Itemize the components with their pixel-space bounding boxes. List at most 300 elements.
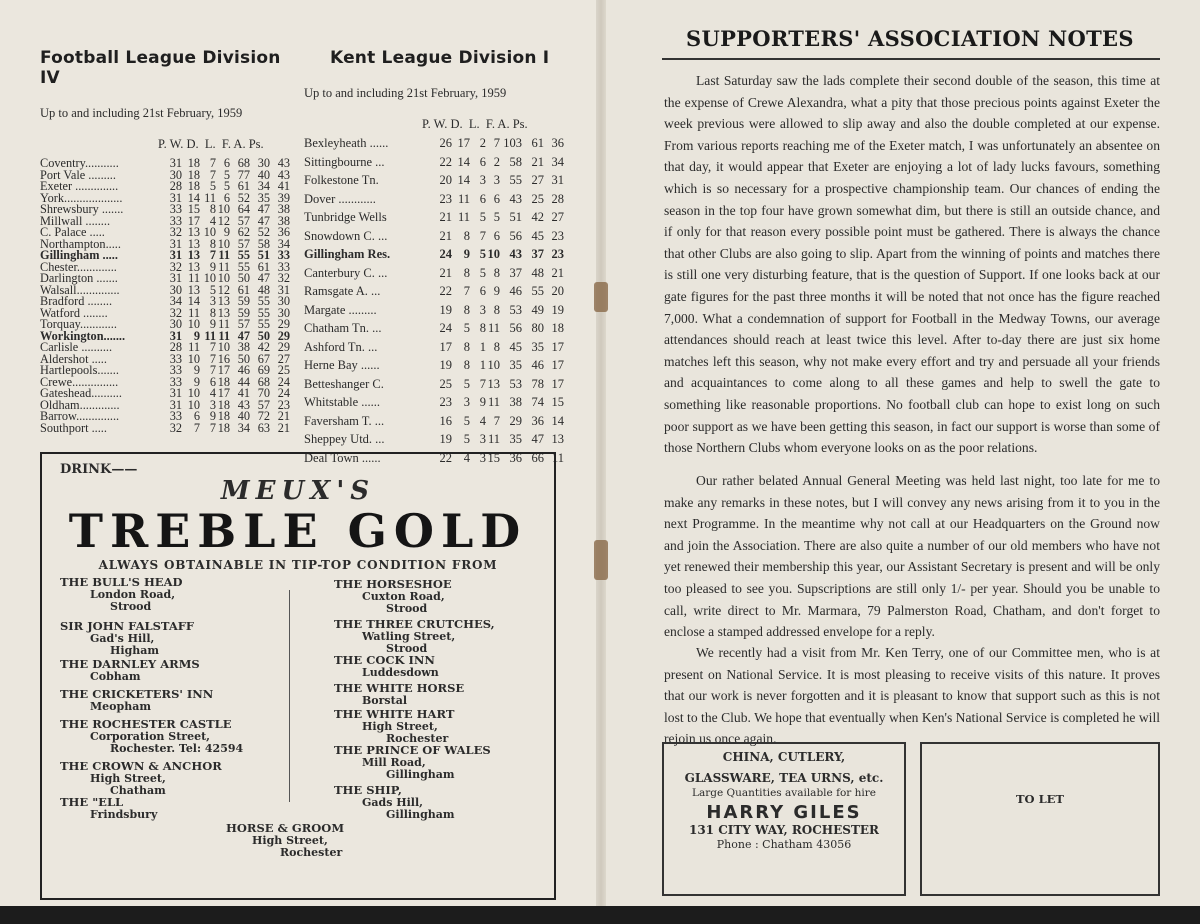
stat-d: 7: [209, 340, 216, 354]
pub-address-line: Watling Street,: [362, 629, 456, 643]
stat-w: 13: [187, 248, 200, 262]
kent-league-table: [304, 48, 566, 467]
stat-p: 33: [169, 374, 182, 389]
stat-f: 35: [509, 432, 522, 446]
team-name: Tunbridge Wells: [304, 210, 387, 224]
stat-w: 9: [193, 363, 200, 377]
stat-a: 55: [257, 305, 270, 320]
stat-a: 34: [257, 179, 270, 193]
stat-pts: 34: [551, 154, 564, 169]
stat-d: 2: [479, 136, 486, 150]
stat-a: 68: [257, 374, 270, 389]
table-row: [40, 420, 292, 435]
stat-a: 21: [531, 154, 544, 169]
stat-f: 56: [509, 228, 522, 243]
pub-address-line: Strood: [386, 642, 428, 655]
football-league-title: Football League Division IV: [40, 48, 281, 88]
pub-name: THE WHITE HART: [334, 707, 455, 721]
stat-pts: 34: [277, 236, 290, 251]
stat-pts: 15: [551, 395, 564, 409]
pub-address-line: London Road,: [90, 587, 176, 601]
stat-f: 41: [237, 386, 250, 400]
pub-address-line: Borstal: [362, 693, 408, 707]
stat-p: 34: [169, 294, 182, 308]
pub-entry: [334, 578, 452, 616]
stat-pts: 21: [277, 420, 290, 435]
stat-l: 6: [223, 190, 230, 205]
stat-f: 57: [237, 236, 250, 251]
stat-d: 4: [479, 413, 486, 428]
team-name: Sittingbourne ...: [304, 154, 385, 169]
stat-d: 7: [209, 167, 216, 182]
to-let-label: TO LET: [1016, 792, 1064, 806]
stat-p: 20: [439, 173, 452, 187]
stat-pts: 23: [551, 228, 564, 243]
stat-f: 62: [237, 225, 250, 239]
kent-league-rows: [304, 134, 566, 467]
football-league-header: P. W. D. L. F. A. Ps.: [158, 137, 264, 151]
table-row: [304, 245, 566, 264]
stat-a: 55: [257, 317, 270, 331]
stat-d: 10: [203, 225, 216, 239]
table-row: [304, 134, 566, 153]
stat-p: 16: [439, 413, 452, 428]
stat-pts: 18: [551, 321, 564, 335]
advert-brand: MEUX'S: [220, 476, 376, 506]
stat-a: 25: [531, 191, 544, 206]
stat-pts: 31: [277, 282, 290, 297]
stat-f: 55: [237, 259, 250, 274]
advert-divider: [289, 590, 290, 802]
stat-p: 31: [169, 397, 182, 412]
stat-pts: 21: [277, 409, 290, 423]
stat-w: 3: [463, 395, 470, 409]
stat-f: 51: [509, 210, 522, 224]
stat-pts: 28: [551, 191, 564, 206]
kent-league-subtitle: Up to and including 21st February, 1959: [304, 86, 507, 100]
stat-pts: 13: [551, 432, 564, 446]
team-name: Whitstable ......: [304, 395, 381, 409]
stat-l: 15: [487, 450, 500, 465]
stat-d: 4: [209, 386, 216, 400]
stat-p: 24: [439, 247, 452, 261]
stat-w: 18: [187, 167, 200, 182]
pub-address-line: Rochester: [386, 732, 449, 745]
stat-d: 9: [209, 317, 216, 331]
stat-p: 31: [169, 386, 182, 400]
stat-pts: 17: [551, 358, 564, 372]
pub-name: HORSE & GROOM: [226, 821, 345, 835]
pub-address-line: Strood: [386, 602, 428, 615]
stat-l: 11: [487, 321, 500, 335]
stat-f: 55: [509, 173, 522, 187]
stat-a: 80: [531, 321, 544, 335]
pub-name: THE "ELL: [60, 795, 124, 809]
table-row: [304, 412, 566, 431]
stat-a: 50: [257, 328, 270, 343]
team-name: Gillingham Res.: [304, 247, 391, 261]
pub-entry: [60, 760, 222, 798]
stat-f: 61: [237, 179, 250, 193]
stat-w: 9: [193, 374, 200, 389]
stat-f: 61: [237, 282, 250, 297]
stat-pts: 23: [551, 247, 564, 261]
stat-p: 30: [169, 167, 182, 182]
stat-a: 78: [531, 376, 544, 391]
stat-w: 13: [187, 259, 200, 274]
stat-p: 32: [169, 225, 182, 239]
stat-pts: 25: [277, 363, 290, 377]
team-name: Herne Bay ......: [304, 358, 380, 372]
stat-w: 9: [193, 328, 200, 343]
team-name: Ramsgate A. ...: [304, 284, 381, 298]
pub-entry: [334, 654, 439, 679]
stat-p: 31: [169, 190, 182, 205]
pub-name: THE CRICKETERS' INN: [60, 687, 214, 701]
stat-pts: 33: [277, 259, 290, 274]
stat-p: 17: [439, 339, 452, 354]
pub-address-line: Corporation Street,: [90, 729, 210, 743]
team-name: Deal Town ......: [304, 450, 381, 465]
stat-d: 3: [209, 397, 216, 412]
stat-w: 13: [187, 282, 200, 297]
stat-pts: 24: [277, 374, 290, 389]
pub-name: THE COCK INN: [334, 653, 435, 667]
table-row: [304, 282, 566, 301]
table-row: [304, 171, 566, 190]
stat-f: 77: [237, 167, 250, 182]
stat-d: 11: [204, 190, 216, 205]
stat-l: 11: [218, 317, 230, 331]
stat-a: 42: [531, 210, 544, 224]
team-name: Exeter ..............: [40, 179, 119, 193]
stat-a: 66: [531, 450, 544, 465]
stat-pts: 41: [277, 179, 290, 193]
staple-bottom: [594, 540, 608, 580]
stat-p: 33: [169, 363, 182, 377]
stat-pts: 33: [277, 248, 290, 262]
pub-entry: [60, 718, 243, 756]
stat-d: 7: [209, 420, 216, 435]
stat-p: 22: [439, 284, 452, 298]
stat-f: 38: [237, 340, 250, 354]
stat-l: 18: [217, 374, 230, 389]
stat-l: 18: [217, 409, 230, 423]
stat-p: 19: [439, 302, 452, 317]
team-name: Aldershot .....: [40, 351, 107, 366]
stat-l: 2: [493, 154, 500, 169]
stat-f: 103: [503, 136, 522, 150]
stat-l: 7: [493, 136, 500, 150]
stat-l: 12: [217, 282, 230, 297]
stat-pts: 43: [277, 156, 290, 170]
stat-w: 7: [193, 420, 200, 435]
stat-w: 14: [187, 294, 200, 308]
team-name: Betteshanger C.: [304, 376, 384, 391]
notes-p3-text: We recently had a visit from Mr. Ken Terry, one of our Committee men, who is at present on National Service. It is most pleasing to receive visits of this nature. It proves that our work is never forgotten and it is pleasant to know that support such as this is not lost to the Club. We hope that eventually when Ken's National Service is completed he will rejoin us once again.: [664, 645, 1160, 747]
stat-w: 4: [463, 450, 470, 465]
team-name: Walsall..............: [40, 282, 120, 297]
stat-w: 14: [187, 190, 200, 205]
team-name: Gillingham .....: [40, 248, 118, 262]
to-let-box: [920, 742, 1160, 896]
pub-name: THE WHITE HORSE: [334, 681, 465, 695]
stat-a: 57: [257, 397, 270, 412]
stat-w: 17: [457, 136, 470, 150]
china-line2: GLASSWARE, TEA URNS, etc.: [684, 771, 884, 785]
pub-address-line: High Street,: [90, 771, 166, 785]
stat-d: 10: [203, 271, 216, 285]
stat-d: 6: [479, 154, 486, 169]
stat-l: 18: [217, 420, 230, 435]
stat-d: 9: [479, 395, 486, 409]
stat-l: 12: [217, 213, 230, 228]
china-phone: Phone : Chatham 43056: [716, 838, 852, 851]
team-name: Hartlepools.......: [40, 363, 119, 377]
stat-w: 14: [457, 173, 470, 187]
stat-w: 11: [457, 210, 470, 224]
stat-p: 23: [439, 395, 452, 409]
stat-l: 18: [217, 397, 230, 412]
stat-f: 40: [237, 409, 250, 423]
pub-entry: [60, 796, 157, 821]
table-row: [304, 430, 566, 449]
pub-name: THE PRINCE OF WALES: [334, 743, 491, 757]
stat-a: 74: [531, 395, 544, 409]
stat-d: 3: [479, 450, 486, 465]
stat-pts: 38: [277, 202, 290, 216]
stat-w: 11: [457, 191, 470, 206]
team-name: Shrewsbury .......: [40, 202, 124, 216]
stat-d: 8: [209, 236, 216, 251]
stat-p: 24: [439, 321, 452, 335]
stat-pts: 30: [277, 305, 290, 320]
stat-l: 11: [487, 432, 500, 446]
stat-w: 7: [463, 284, 470, 298]
team-name: Dover ............: [304, 191, 376, 206]
football-league-rows: [40, 158, 292, 434]
stat-f: 57: [237, 317, 250, 331]
stat-pts: 29: [277, 328, 290, 343]
stat-a: 47: [257, 213, 270, 228]
stat-a: 48: [257, 282, 270, 297]
stat-l: 8: [493, 339, 500, 354]
china-name: HARRY GILES: [706, 802, 862, 823]
stat-d: 7: [209, 156, 216, 170]
stat-a: 52: [257, 225, 270, 239]
stat-d: 5: [209, 179, 216, 193]
stat-a: 70: [257, 386, 270, 400]
stat-f: 46: [237, 363, 250, 377]
stat-w: 11: [188, 305, 200, 320]
table-row: [304, 190, 566, 209]
stat-f: 58: [509, 154, 522, 169]
stat-pts: 31: [551, 173, 564, 187]
team-name: York...................: [40, 190, 123, 205]
stat-p: 31: [169, 328, 182, 343]
table-row: [304, 393, 566, 412]
stat-l: 7: [493, 413, 500, 428]
stat-d: 3: [209, 294, 216, 308]
pub-entry: [60, 658, 200, 683]
stat-p: 30: [169, 282, 182, 297]
stat-w: 13: [187, 236, 200, 251]
stat-l: 8: [493, 265, 500, 280]
stat-f: 56: [509, 321, 522, 335]
stat-w: 10: [187, 397, 200, 412]
stat-a: 47: [531, 432, 544, 446]
advert-drink: DRINK——: [60, 462, 138, 477]
stat-f: 43: [509, 191, 522, 206]
team-name: Crewe...............: [40, 374, 119, 389]
pub-name: THE ROCHESTER CASTLE: [60, 717, 232, 731]
stat-l: 6: [223, 156, 230, 170]
stat-l: 6: [493, 228, 500, 243]
stat-f: 59: [237, 305, 250, 320]
pub-entry: [60, 576, 182, 614]
stat-f: 50: [237, 351, 250, 366]
stat-l: 13: [217, 294, 230, 308]
stat-pts: 21: [551, 265, 564, 280]
stat-a: 35: [257, 190, 270, 205]
stat-pts: 17: [551, 339, 564, 354]
stat-p: 31: [169, 236, 182, 251]
stat-p: 33: [169, 202, 182, 216]
stat-w: 8: [463, 302, 470, 317]
stat-f: 44: [237, 374, 250, 389]
team-name: Canterbury C. ...: [304, 265, 388, 280]
football-league-table: [40, 48, 292, 434]
stat-a: 69: [257, 363, 270, 377]
stat-f: 38: [509, 395, 522, 409]
stat-pts: 27: [277, 351, 290, 366]
team-name: Northampton.....: [40, 236, 121, 251]
stat-p: 33: [169, 213, 182, 228]
stat-p: 19: [439, 432, 452, 446]
stat-f: 53: [509, 302, 522, 317]
table-row: [304, 227, 566, 246]
stat-l: 10: [217, 271, 230, 285]
stat-l: 10: [217, 202, 230, 216]
stat-a: 48: [531, 265, 544, 280]
team-name: Workington.......: [40, 328, 126, 343]
team-name: Snowdown C. ...: [304, 228, 388, 243]
stat-w: 10: [187, 317, 200, 331]
stat-l: 11: [487, 395, 500, 409]
stat-l: 17: [217, 386, 230, 400]
table-row: [304, 301, 566, 320]
pub-name: THE THREE CRUTCHES,: [334, 617, 495, 631]
notes-p2-text: Our rather belated Annual General Meeting was held last night, too late for me to make any remarks in these notes, but I will convey any news arising from it to you in the next Programme. In the meantime why not call at our Headquarters on the Ground now and join the Association. There are also quite a number of our old members who have not yet renewed their membership this year, our Assistant Secretary is present and will be only too pleased to see you. Supscriptions are still only 1/- per year. Should you be unable to call, write direct to Mr. Marmara, 79 Palmerston Road, Chatham, and don't forget to enclose a stamped addressed envelope for a reply.: [664, 473, 1160, 640]
stat-d: 7: [209, 351, 216, 366]
stat-w: 8: [463, 265, 470, 280]
pub-entry: [334, 618, 495, 656]
stat-d: 7: [209, 248, 216, 262]
stat-f: 68: [237, 156, 250, 170]
stat-d: 8: [209, 305, 216, 320]
stat-w: 18: [187, 179, 200, 193]
team-name: Faversham T. ...: [304, 413, 385, 428]
pub-entry: [334, 708, 454, 746]
team-name: Torquay............: [40, 317, 117, 331]
pub-address-line: Cobham: [90, 669, 141, 683]
stat-f: 50: [237, 271, 250, 285]
stat-a: 51: [257, 248, 270, 262]
stat-p: 31: [169, 156, 182, 170]
table-row: [304, 208, 566, 227]
team-name: Gateshead..........: [40, 386, 122, 400]
stat-f: 43: [509, 247, 522, 261]
stat-p: 33: [169, 351, 182, 366]
stat-w: 9: [463, 247, 470, 261]
stat-pts: 14: [551, 413, 564, 428]
stat-p: 21: [439, 210, 452, 224]
stat-l: 11: [218, 248, 230, 262]
stat-w: 11: [188, 271, 200, 285]
pub-address-line: Gillingham: [386, 768, 455, 781]
team-name: Oldham.............: [40, 397, 120, 412]
stat-a: 40: [257, 167, 270, 182]
stat-a: 42: [257, 340, 270, 354]
stat-a: 27: [531, 173, 544, 187]
stat-p: 32: [169, 259, 182, 274]
stat-w: 14: [457, 154, 470, 169]
pub-address-line: Rochester: [280, 846, 343, 859]
stat-pts: 36: [277, 225, 290, 239]
staple-top: [594, 282, 608, 312]
stat-p: 32: [169, 420, 182, 435]
stat-l: 8: [493, 302, 500, 317]
stat-l: 11: [218, 259, 230, 274]
pub-name: THE CROWN & ANCHOR: [60, 759, 222, 773]
team-name: Folkestone Tn.: [304, 173, 379, 187]
pub-entry: [334, 784, 455, 822]
stat-a: 55: [531, 284, 544, 298]
team-name: Barrow..............: [40, 409, 120, 423]
stat-f: 36: [509, 450, 522, 465]
stat-p: 31: [169, 271, 182, 285]
team-name: Chester.............: [40, 259, 117, 274]
stat-d: 9: [209, 259, 216, 274]
pub-address-line: Mill Road,: [362, 755, 426, 769]
stat-d: 7: [479, 376, 486, 391]
stat-p: 28: [169, 340, 182, 354]
pub-address-line: Gads Hill,: [362, 795, 423, 809]
stat-f: 47: [237, 328, 250, 343]
stat-a: 45: [531, 228, 544, 243]
stat-f: 37: [509, 265, 522, 280]
stat-w: 13: [187, 225, 200, 239]
stat-l: 9: [223, 225, 230, 239]
stat-d: 3: [479, 173, 486, 187]
stat-f: 52: [237, 190, 250, 205]
stat-a: 37: [531, 247, 544, 261]
stat-d: 5: [479, 247, 486, 261]
notes-paragraph-1: [664, 70, 1160, 459]
stat-l: 5: [493, 210, 500, 224]
pub-entry: [226, 822, 344, 860]
stat-w: 5: [463, 432, 470, 446]
table-row: [304, 375, 566, 394]
stat-pts: 29: [277, 340, 290, 354]
stat-a: 47: [257, 271, 270, 285]
stat-l: 6: [493, 191, 500, 206]
table-row: [304, 356, 566, 375]
pub-address-line: Higham: [110, 644, 160, 657]
stat-d: 7: [209, 363, 216, 377]
team-name: Ashford Tn. ...: [304, 339, 378, 354]
china-address: 131 CITY WAY, ROCHESTER: [688, 823, 880, 837]
